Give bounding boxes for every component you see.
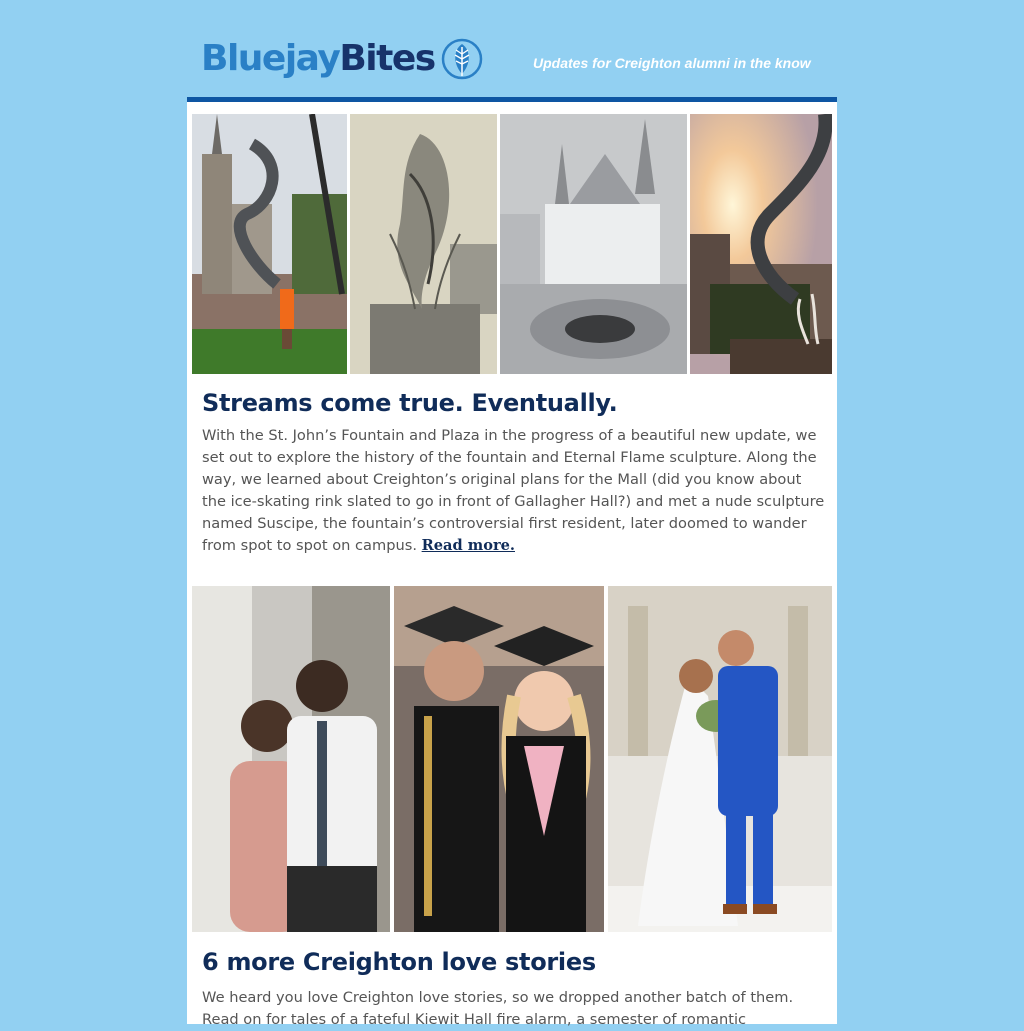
fountain-photo-collage[interactable]: [192, 114, 832, 374]
church-plaza-drawing-photo: [500, 114, 687, 374]
fountain-sunset-photo: [690, 114, 832, 374]
story-body-fountain: [202, 425, 827, 557]
bluejay-bites-logo[interactable]: [201, 34, 483, 84]
email-container: [187, 0, 837, 1028]
love-stories-photo-collage[interactable]: [192, 586, 832, 932]
header-tagline: Updates for Creighton alumni in the know: [533, 55, 811, 71]
story-text-fountain: With the St. John’s Fountain and Plaza in the progress of a beautiful new update, we set out to explore the history of the fountain and Eternal Flame sculpture. Along the way, we learned about Creighton’s original plans for the Mall (did you know about the ice-skating rink slated to go in front of Gallagher Hall?) and met a nude sculpture named Suscipe, the fountain’s controversial first resident, later doomed to wander from spot to spot on campus.: [202, 427, 825, 554]
graduates-photo: [394, 586, 604, 932]
read-more-link[interactable]: Read more.: [421, 537, 515, 554]
logo-word-bites: Bites: [339, 38, 435, 79]
logo-word-bluejay: Bluejay: [201, 38, 340, 79]
feather-seal-icon: [441, 38, 483, 80]
email-content: [187, 102, 837, 1028]
logo-wordmark: [201, 34, 435, 84]
sculpture-installation-photo: [192, 114, 347, 374]
email-header: [187, 0, 837, 98]
story-body-love-stories: We heard you love Creighton love stories, so we dropped another batch of them. Read on for tales of a fateful Kiewit Hall fire alarm, a semester of romantic: [202, 989, 794, 1028]
couple-outdoor-photo: [192, 586, 390, 932]
story-title-fountain[interactable]: Streams come true. Eventually.: [202, 389, 618, 417]
wedding-kiss-photo: [608, 586, 832, 932]
story-title-love-stories[interactable]: 6 more Creighton love stories: [202, 948, 596, 976]
sculpture-sketch-photo: [350, 114, 497, 374]
